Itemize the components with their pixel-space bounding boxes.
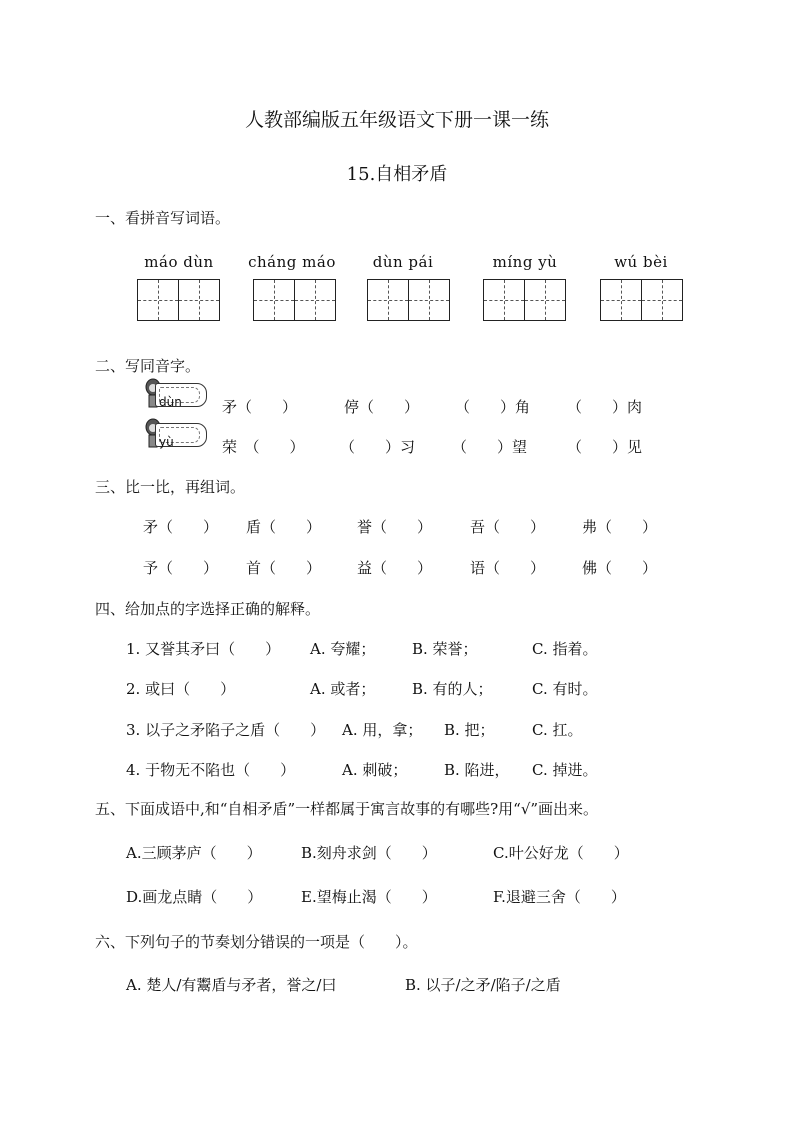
compare-item: 矛（ ） bbox=[143, 518, 219, 536]
section-2-heading: 二、写同音字。 bbox=[95, 357, 201, 375]
question-text: 1. 又誉其矛曰（ ） bbox=[126, 640, 281, 658]
worksheet-title: 人教部编版五年级语文下册一课一练 bbox=[244, 109, 549, 131]
writing-grid[interactable] bbox=[367, 279, 450, 321]
compare-item: 佛（ ） bbox=[582, 559, 658, 577]
lesson-title: 15.自相矛盾 bbox=[346, 164, 448, 185]
option-b: B. 陷进， bbox=[444, 761, 510, 779]
question-text: 3. 以子之矛陷子之盾（ ） bbox=[126, 721, 326, 739]
compare-item: 益（ ） bbox=[357, 559, 433, 577]
compare-item: 誉（ ） bbox=[357, 518, 433, 536]
writing-grid[interactable] bbox=[137, 279, 220, 321]
section-1-heading: 一、看拼音写词语。 bbox=[95, 209, 231, 227]
option-b: B. 荣誉； bbox=[412, 640, 478, 658]
idiom-option: A.三顾茅庐（ ） bbox=[126, 844, 262, 862]
idiom-option: D.画龙点睛（ ） bbox=[126, 888, 263, 906]
option-c: C. 指着。 bbox=[532, 640, 598, 658]
compare-item: 语（ ） bbox=[470, 559, 546, 577]
option-c: C. 有时。 bbox=[532, 680, 598, 698]
homophone-item: （ ）习 bbox=[340, 438, 416, 456]
homophone-item: 荣 （ ） bbox=[222, 438, 305, 456]
pinyin-label: dùn pái bbox=[372, 253, 434, 271]
section-5-heading: 五、下面成语中,和“自相矛盾”一样都属于寓言故事的有哪些?用“√”画出来。 bbox=[95, 800, 599, 818]
badge-pinyin: dùn bbox=[159, 395, 182, 409]
question-text: 4. 于物无不陷也（ ） bbox=[126, 761, 296, 779]
pinyin-label: míng yù bbox=[492, 253, 558, 271]
compare-item: 弗（ ） bbox=[582, 518, 658, 536]
option-c: C. 掉进。 bbox=[532, 761, 598, 779]
idiom-option: F.退避三舍（ ） bbox=[493, 888, 626, 906]
section-6-heading: 六、下列句子的节奏划分错误的一项是（ ）。 bbox=[95, 933, 418, 951]
homophone-item: （ ）角 bbox=[455, 398, 531, 416]
option-a: A. 夸耀； bbox=[310, 640, 376, 658]
question-text: 2. 或曰（ ） bbox=[126, 680, 236, 698]
option-a: A. 用，拿； bbox=[342, 721, 423, 739]
pinyin-label: máo dùn bbox=[144, 253, 214, 271]
option-a: A. 刺破； bbox=[342, 761, 408, 779]
homophone-item: 矛（ ） bbox=[222, 398, 298, 416]
pinyin-label: wú bèi bbox=[614, 253, 668, 271]
option-a: A. 楚人/有鬻盾与矛者，誉之/曰 bbox=[126, 976, 337, 994]
option-c: C. 扛。 bbox=[532, 721, 583, 739]
idiom-option: E.望梅止渴（ ） bbox=[301, 888, 437, 906]
pinyin-badge bbox=[145, 418, 207, 448]
homophone-item: （ ）肉 bbox=[567, 398, 643, 416]
option-a: A. 或者； bbox=[310, 680, 376, 698]
option-b: B. 把； bbox=[444, 721, 495, 739]
section-3-heading: 三、比一比，再组词。 bbox=[95, 478, 246, 496]
compare-item: 首（ ） bbox=[246, 559, 322, 577]
badge-pinyin: yù bbox=[159, 435, 174, 449]
section-4-heading: 四、给加点的字选择正确的解释。 bbox=[95, 600, 321, 618]
compare-item: 吾（ ） bbox=[470, 518, 546, 536]
pinyin-badge bbox=[145, 378, 207, 408]
option-b: B. 有的人； bbox=[412, 680, 493, 698]
compare-item: 盾（ ） bbox=[246, 518, 322, 536]
writing-grid[interactable] bbox=[483, 279, 566, 321]
idiom-option: C.叶公好龙（ ） bbox=[493, 844, 629, 862]
homophone-item: （ ）见 bbox=[567, 438, 643, 456]
option-b: B. 以子/之矛/陷子/之盾 bbox=[405, 976, 561, 994]
pinyin-label: cháng máo bbox=[248, 253, 336, 271]
writing-grid[interactable] bbox=[253, 279, 336, 321]
homophone-item: 停（ ） bbox=[344, 398, 420, 416]
writing-grid[interactable] bbox=[600, 279, 683, 321]
homophone-item: （ ）望 bbox=[452, 438, 528, 456]
compare-item: 予（ ） bbox=[143, 559, 219, 577]
idiom-option: B.刻舟求剑（ ） bbox=[301, 844, 437, 862]
